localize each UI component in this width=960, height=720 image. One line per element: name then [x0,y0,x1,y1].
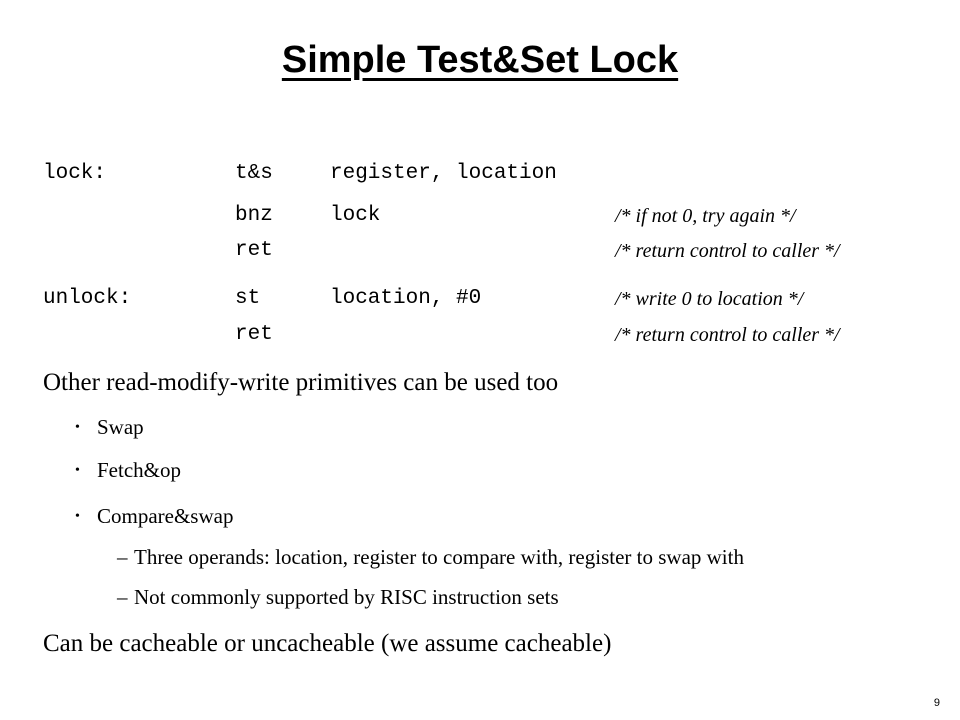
bullet-icon: • [75,463,80,478]
bullet-icon: • [75,509,80,524]
code-opcode: t&s [235,162,273,185]
dash-icon: – [117,585,128,609]
bullet-item [75,455,181,486]
code-line-lock [0,159,960,189]
code-operands: lock [330,204,381,227]
bullet-text: Compare&swap [97,504,234,528]
sub-bullet-item [117,582,559,612]
code-line-unlock-ret [0,320,960,350]
code-line-ret [0,236,960,266]
bullet-item [75,501,233,532]
code-label: unlock: [43,287,132,310]
code-comment: /* if not 0, try again */ [615,205,796,227]
code-opcode: st [235,287,261,310]
code-comment: /* write 0 to location */ [615,288,804,310]
code-opcode: ret [235,323,273,346]
code-comment: /* return control to caller */ [615,324,840,346]
code-opcode: bnz [235,204,273,227]
code-operands: register, location [330,162,557,185]
bullet-text: Fetch&op [97,458,181,482]
dash-icon: – [117,545,128,569]
sub-bullet-text: Not commonly supported by RISC instruction sets [134,585,559,609]
conclusion-text: Can be cacheable or uncacheable (we assume cacheable) [43,630,612,657]
bullet-text: Swap [97,415,144,439]
code-operands: location, #0 [330,287,482,310]
code-line-bnz [0,201,960,231]
bullet-item [75,412,144,443]
code-comment: /* return control to caller */ [615,240,840,262]
code-line-unlock [0,284,960,314]
slide-title-text: Simple Test&Set Lock [281,39,679,81]
sub-bullet-text: Three operands: location, register to compare with, register to swap with [134,545,744,569]
bullet-icon: • [75,420,80,435]
slide-title [0,30,960,90]
code-opcode: ret [235,239,273,262]
intro-text: Other read-modify-write primitives can be used too [43,369,559,396]
page-number: 9 [933,697,940,709]
code-label: lock: [43,162,107,185]
sub-bullet-item [117,542,744,572]
